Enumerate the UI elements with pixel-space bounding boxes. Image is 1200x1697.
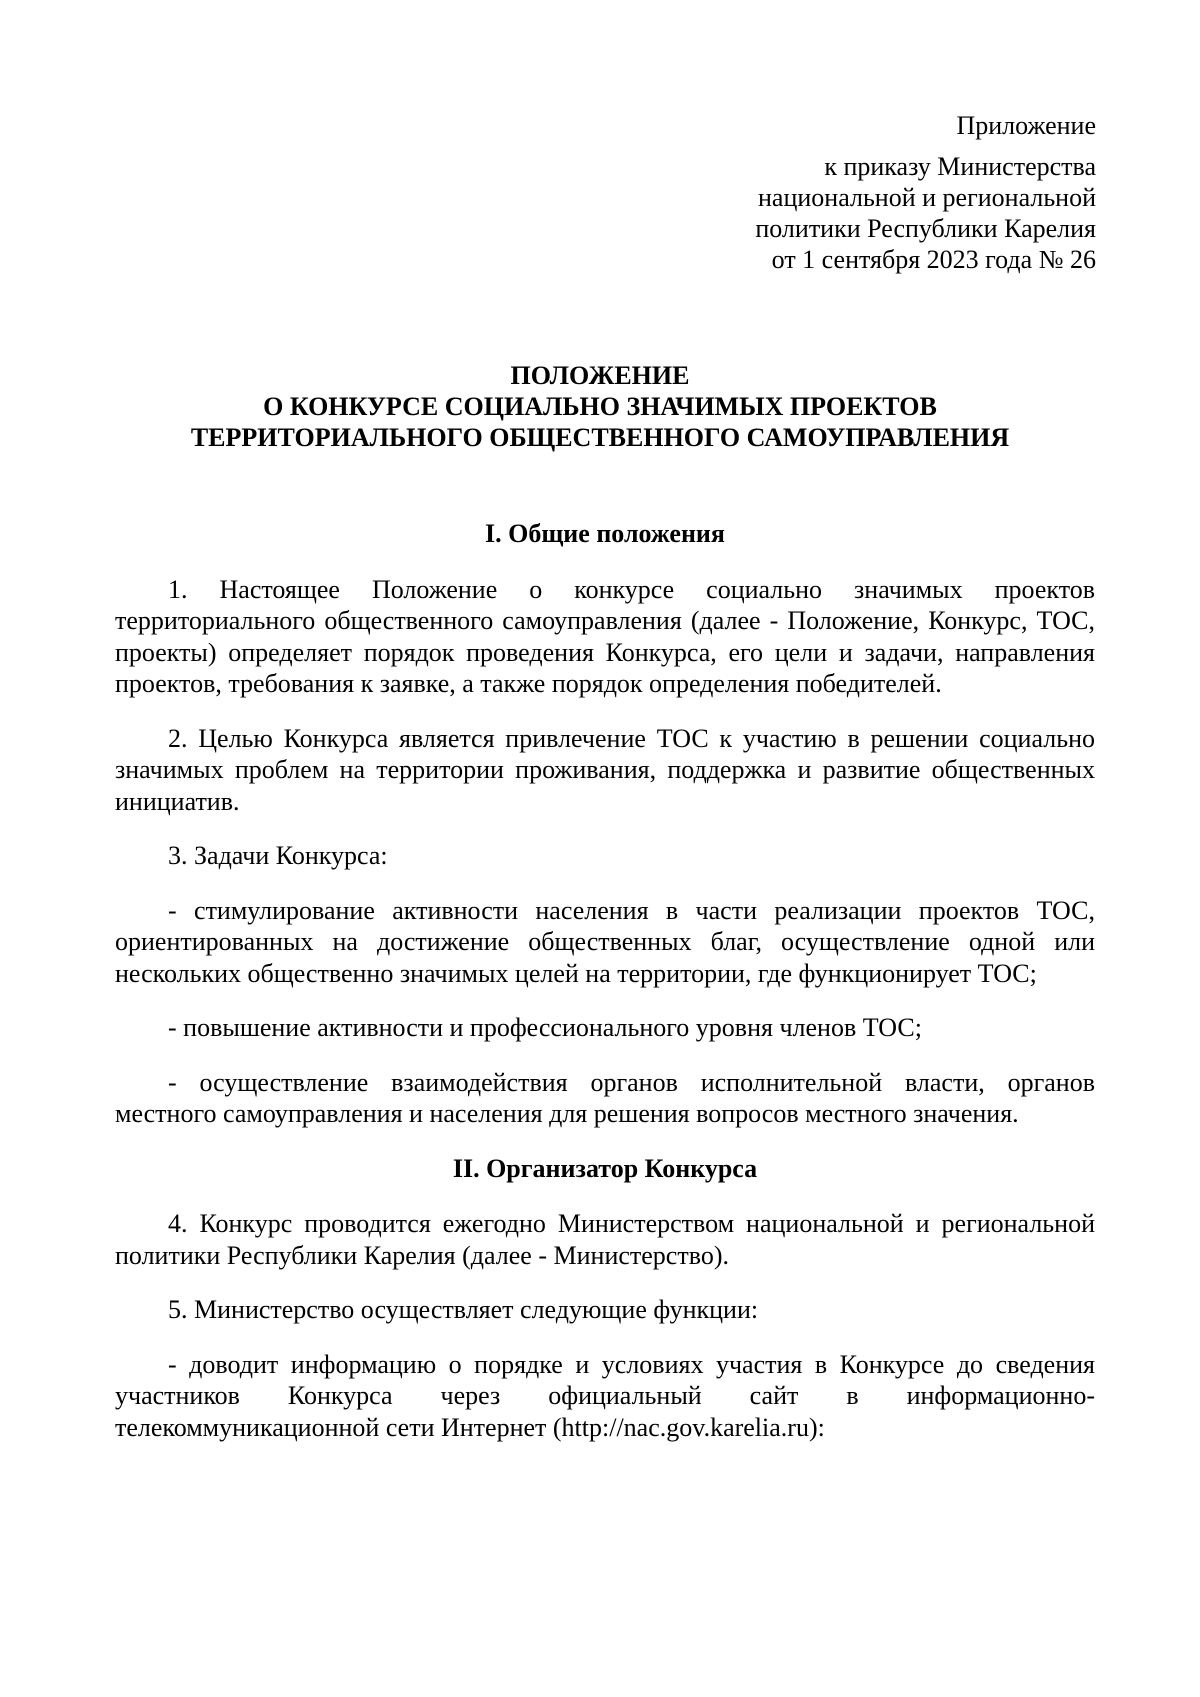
section-heading: II. Организатор Конкурса (452, 1153, 758, 1183)
document-title (100, 360, 1100, 453)
order-reference-line: к приказу Министерства (824, 152, 1096, 181)
paragraph: 2. Целью Конкурса является привлечение ТОС к участию в решении социально значимых проблем на территории проживания, поддержка и развитие общественных инициатив. (115, 723, 1095, 816)
list-item-paragraph: - стимулирование активности населения в части реализации проектов ТОС, ориентированных на достижение общественных благ, осуществление одной или нескольких общественно значимых целей на территории, где функционирует ТОС; (115, 895, 1095, 988)
document-body (115, 518, 1095, 1466)
title-line: ПОЛОЖЕНИЕ (510, 361, 690, 390)
paragraph: 3. Задачи Конкурса: (168, 841, 388, 870)
paragraph: 5. Министерство осуществляет следующие функции: (168, 1295, 759, 1324)
order-reference-line: политики Республики Карелия (755, 214, 1096, 243)
paragraph: 1. Настоящее Положение о конкурсе социально значимых проектов территориального общественного самоуправления (далее - Положение, Конкурс, ТОС, проекты) определяет порядок проведения Конкурса, его цели и задачи, направления проектов, требования к заявке, а также порядок определения победителей. (115, 574, 1095, 698)
list-item-paragraph: - осуществление взаимодействия органов исполнительной власти, органов местного самоуправления и населения для решения вопросов местного значения. (115, 1067, 1095, 1128)
paragraph: 4. Конкурс проводится ежегодно Министерством национальной и региональной политики Республики Карелия (далее - Министерство). (115, 1209, 1095, 1270)
list-item-paragraph: - доводит информацию о порядке и условиях участия в Конкурсе до сведения участников Конкурса через официальный сайт в информационно-телекоммуникационной сети Интернет (http://nac.gov.karelia.ru): (115, 1349, 1095, 1442)
order-date-number-line: от 1 сентября 2023 года № 26 (771, 245, 1096, 274)
appendix-label: Приложение (956, 111, 1096, 140)
title-line: О КОНКУРСЕ СОЦИАЛЬНО ЗНАЧИМЫХ ПРОЕКТОВ (263, 392, 937, 421)
order-reference-line: национальной и региональной (758, 183, 1096, 212)
appendix-header (676, 110, 1096, 275)
list-item-paragraph: - повышение активности и профессионального уровня членов ТОС; (168, 1013, 922, 1042)
section-heading: I. Общие положения (485, 519, 725, 548)
title-line: ТЕРРИТОРИАЛЬНОГО ОБЩЕСТВЕННОГО САМОУПРАВЛЕНИЯ (190, 423, 1010, 452)
